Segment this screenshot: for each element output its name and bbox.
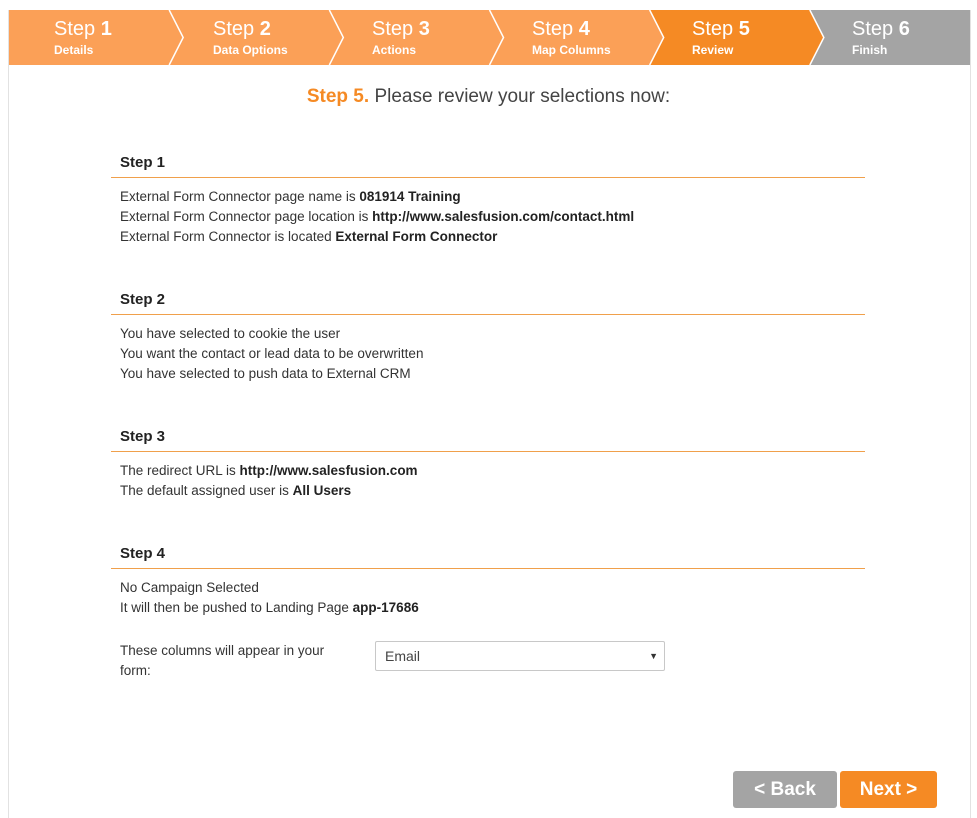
review-section-step-2 [111, 289, 865, 384]
page-heading [0, 86, 977, 108]
wizard-progress-bar [9, 10, 970, 65]
review-section-step-4 [111, 543, 865, 618]
push-crm-line: You have selected to push data to External CRM [120, 366, 411, 381]
wizard-frame [8, 10, 971, 818]
overwrite-line: You want the contact or lead data to be overwritten [120, 346, 424, 361]
page-location-line: External Form Connector page location is http://www.salesfusion.com/contact.html [120, 209, 635, 224]
wizard-step-4-label: Map Columns [532, 43, 611, 57]
section-title: Step 3 [111, 426, 865, 452]
located-line: External Form Connector is located External Form Connector [120, 229, 498, 244]
campaign-line: No Campaign Selected [120, 580, 259, 595]
section-title: Step 2 [111, 289, 865, 315]
heading-step-number: Step 5. [306, 86, 370, 107]
section-title: Step 4 [111, 543, 865, 569]
assigned-user-line: The default assigned user is All Users [120, 483, 352, 498]
cookie-line: You have selected to cookie the user [120, 326, 341, 341]
wizard-step-2-label: Data Options [213, 43, 288, 57]
review-section-step-1 [111, 152, 865, 247]
wizard-step-6: Step 6 Finish [852, 18, 910, 57]
wizard-step-2[interactable]: Step 2 Data Options [213, 18, 288, 57]
caret-down-icon: ▼ [649, 651, 658, 661]
wizard-step-5: Step 5 Review [692, 18, 750, 57]
heading-text: Please review your selections now: [374, 86, 671, 107]
landing-page-line: It will then be pushed to Landing Page app-17686 [120, 600, 419, 615]
wizard-step-6-label: Finish [852, 43, 888, 57]
wizard-chevrons [9, 10, 970, 65]
wizard-step-5-label: Review [692, 43, 734, 57]
wizard-step-3[interactable]: Step 3 Actions [372, 18, 430, 57]
review-section-step-3 [111, 426, 865, 501]
columns-select[interactable] [375, 641, 665, 671]
redirect-url-line: The redirect URL is http://www.salesfusion.com [120, 463, 418, 478]
wizard-step-1-label: Details [54, 43, 94, 57]
back-button[interactable]: < Back [733, 771, 837, 808]
page-name-line: External Form Connector page name is 081914 Training [120, 189, 461, 204]
columns-label: These columns will appear in your form: [120, 643, 325, 678]
wizard-step-3-label: Actions [372, 43, 417, 57]
wizard-step-1[interactable]: Step 1 Details [54, 18, 112, 57]
columns-row [120, 641, 680, 681]
next-button[interactable]: Next > [840, 771, 937, 808]
wizard-step-4[interactable]: Step 4 Map Columns [532, 18, 611, 57]
columns-select-value: Email [385, 648, 421, 664]
section-title: Step 1 [111, 152, 865, 178]
